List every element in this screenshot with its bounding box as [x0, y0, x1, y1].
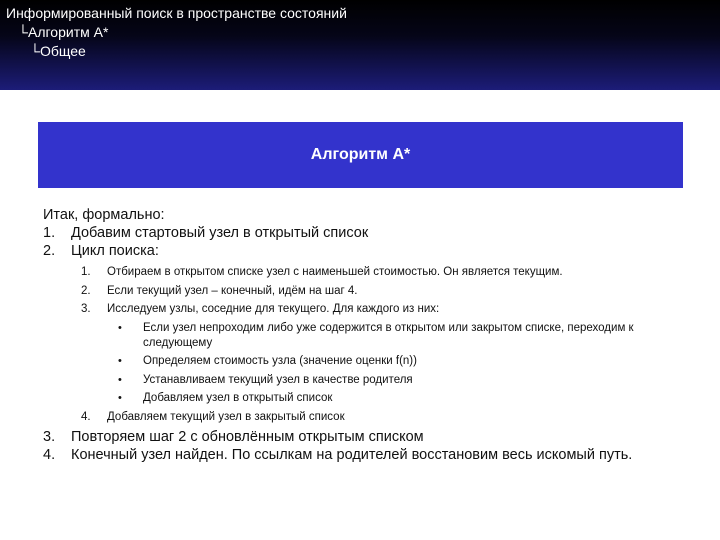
- substep-number: 1.: [81, 266, 91, 278]
- step-item: [43, 224, 693, 242]
- intro-line: [43, 206, 693, 224]
- bullet-text: Устанавливаем текущий узел в качестве родителя: [143, 373, 413, 386]
- substep-number: 4.: [81, 410, 91, 423]
- substep-item: [43, 263, 693, 282]
- bullet-dot-icon: •: [118, 355, 122, 367]
- step-text: Повторяем шаг 2 с обновлённым открытым списком: [71, 429, 424, 445]
- step-number: 1.: [43, 225, 56, 241]
- slide-title: Алгоритм A*: [310, 146, 411, 163]
- bullet-item: [43, 319, 693, 353]
- slide-content: [43, 206, 693, 464]
- substep-list: [43, 263, 693, 426]
- bullet-dot-icon: •: [118, 373, 122, 386]
- step-item: [43, 242, 693, 260]
- step-number: 4.: [43, 447, 56, 463]
- bullet-text: Определяем стоимость узла (значение оценки f(n)): [143, 355, 417, 367]
- substep-text: Отбираем в открытом списке узел с наименьшей стоимостью. Он является текущим.: [107, 266, 563, 278]
- intro-text: Итак, формально:: [43, 207, 165, 223]
- step-text: Цикл поиска:: [71, 243, 159, 259]
- bullet-dot-icon: •: [118, 321, 122, 334]
- bullet-item: [43, 352, 693, 371]
- bullet-item: [43, 371, 693, 390]
- step-number: 2.: [43, 243, 56, 259]
- substep-item: [43, 408, 693, 427]
- bullet-item: [43, 389, 693, 408]
- substep-item: [43, 300, 693, 319]
- step-number: 3.: [43, 429, 56, 445]
- substep-text: Если текущий узел – конечный, идём на шаг 4.: [107, 284, 358, 297]
- bullet-dot-icon: •: [118, 392, 122, 404]
- breadcrumb-level-3: [30, 43, 86, 59]
- substep-text: Исследуем узлы, соседние для текущего. Для каждого из них:: [107, 303, 440, 315]
- tree-branch-icon: └: [18, 24, 28, 40]
- breadcrumb-level-1: Информированный поиск в пространстве состояний: [6, 5, 347, 21]
- bullet-text: Добавляем узел в открытый список: [143, 392, 333, 404]
- slide-title-box: [38, 122, 683, 188]
- substep-number: 3.: [81, 303, 91, 315]
- bullet-text: Если узел непроходим либо уже содержится в открытом или закрытом списке, переходим к следующему: [143, 321, 634, 349]
- breadcrumb-level-3-label: Общее: [40, 43, 86, 59]
- step-item: [43, 428, 693, 446]
- substep-text: Добавляем текущий узел в закрытый список: [107, 410, 345, 423]
- tree-branch-icon: └: [30, 43, 40, 59]
- step-item: [43, 446, 693, 464]
- breadcrumb-level-2-label: Алгоритм A*: [28, 24, 109, 40]
- step-text: Добавим стартовый узел в открытый список: [71, 225, 369, 241]
- substep-number: 2.: [81, 284, 91, 297]
- header-bar: [0, 0, 720, 90]
- breadcrumb-level-2: [18, 24, 108, 40]
- substep-item: [43, 282, 693, 301]
- step-text: Конечный узел найден. По ссылкам на родителей восстановим весь искомый путь.: [71, 447, 633, 463]
